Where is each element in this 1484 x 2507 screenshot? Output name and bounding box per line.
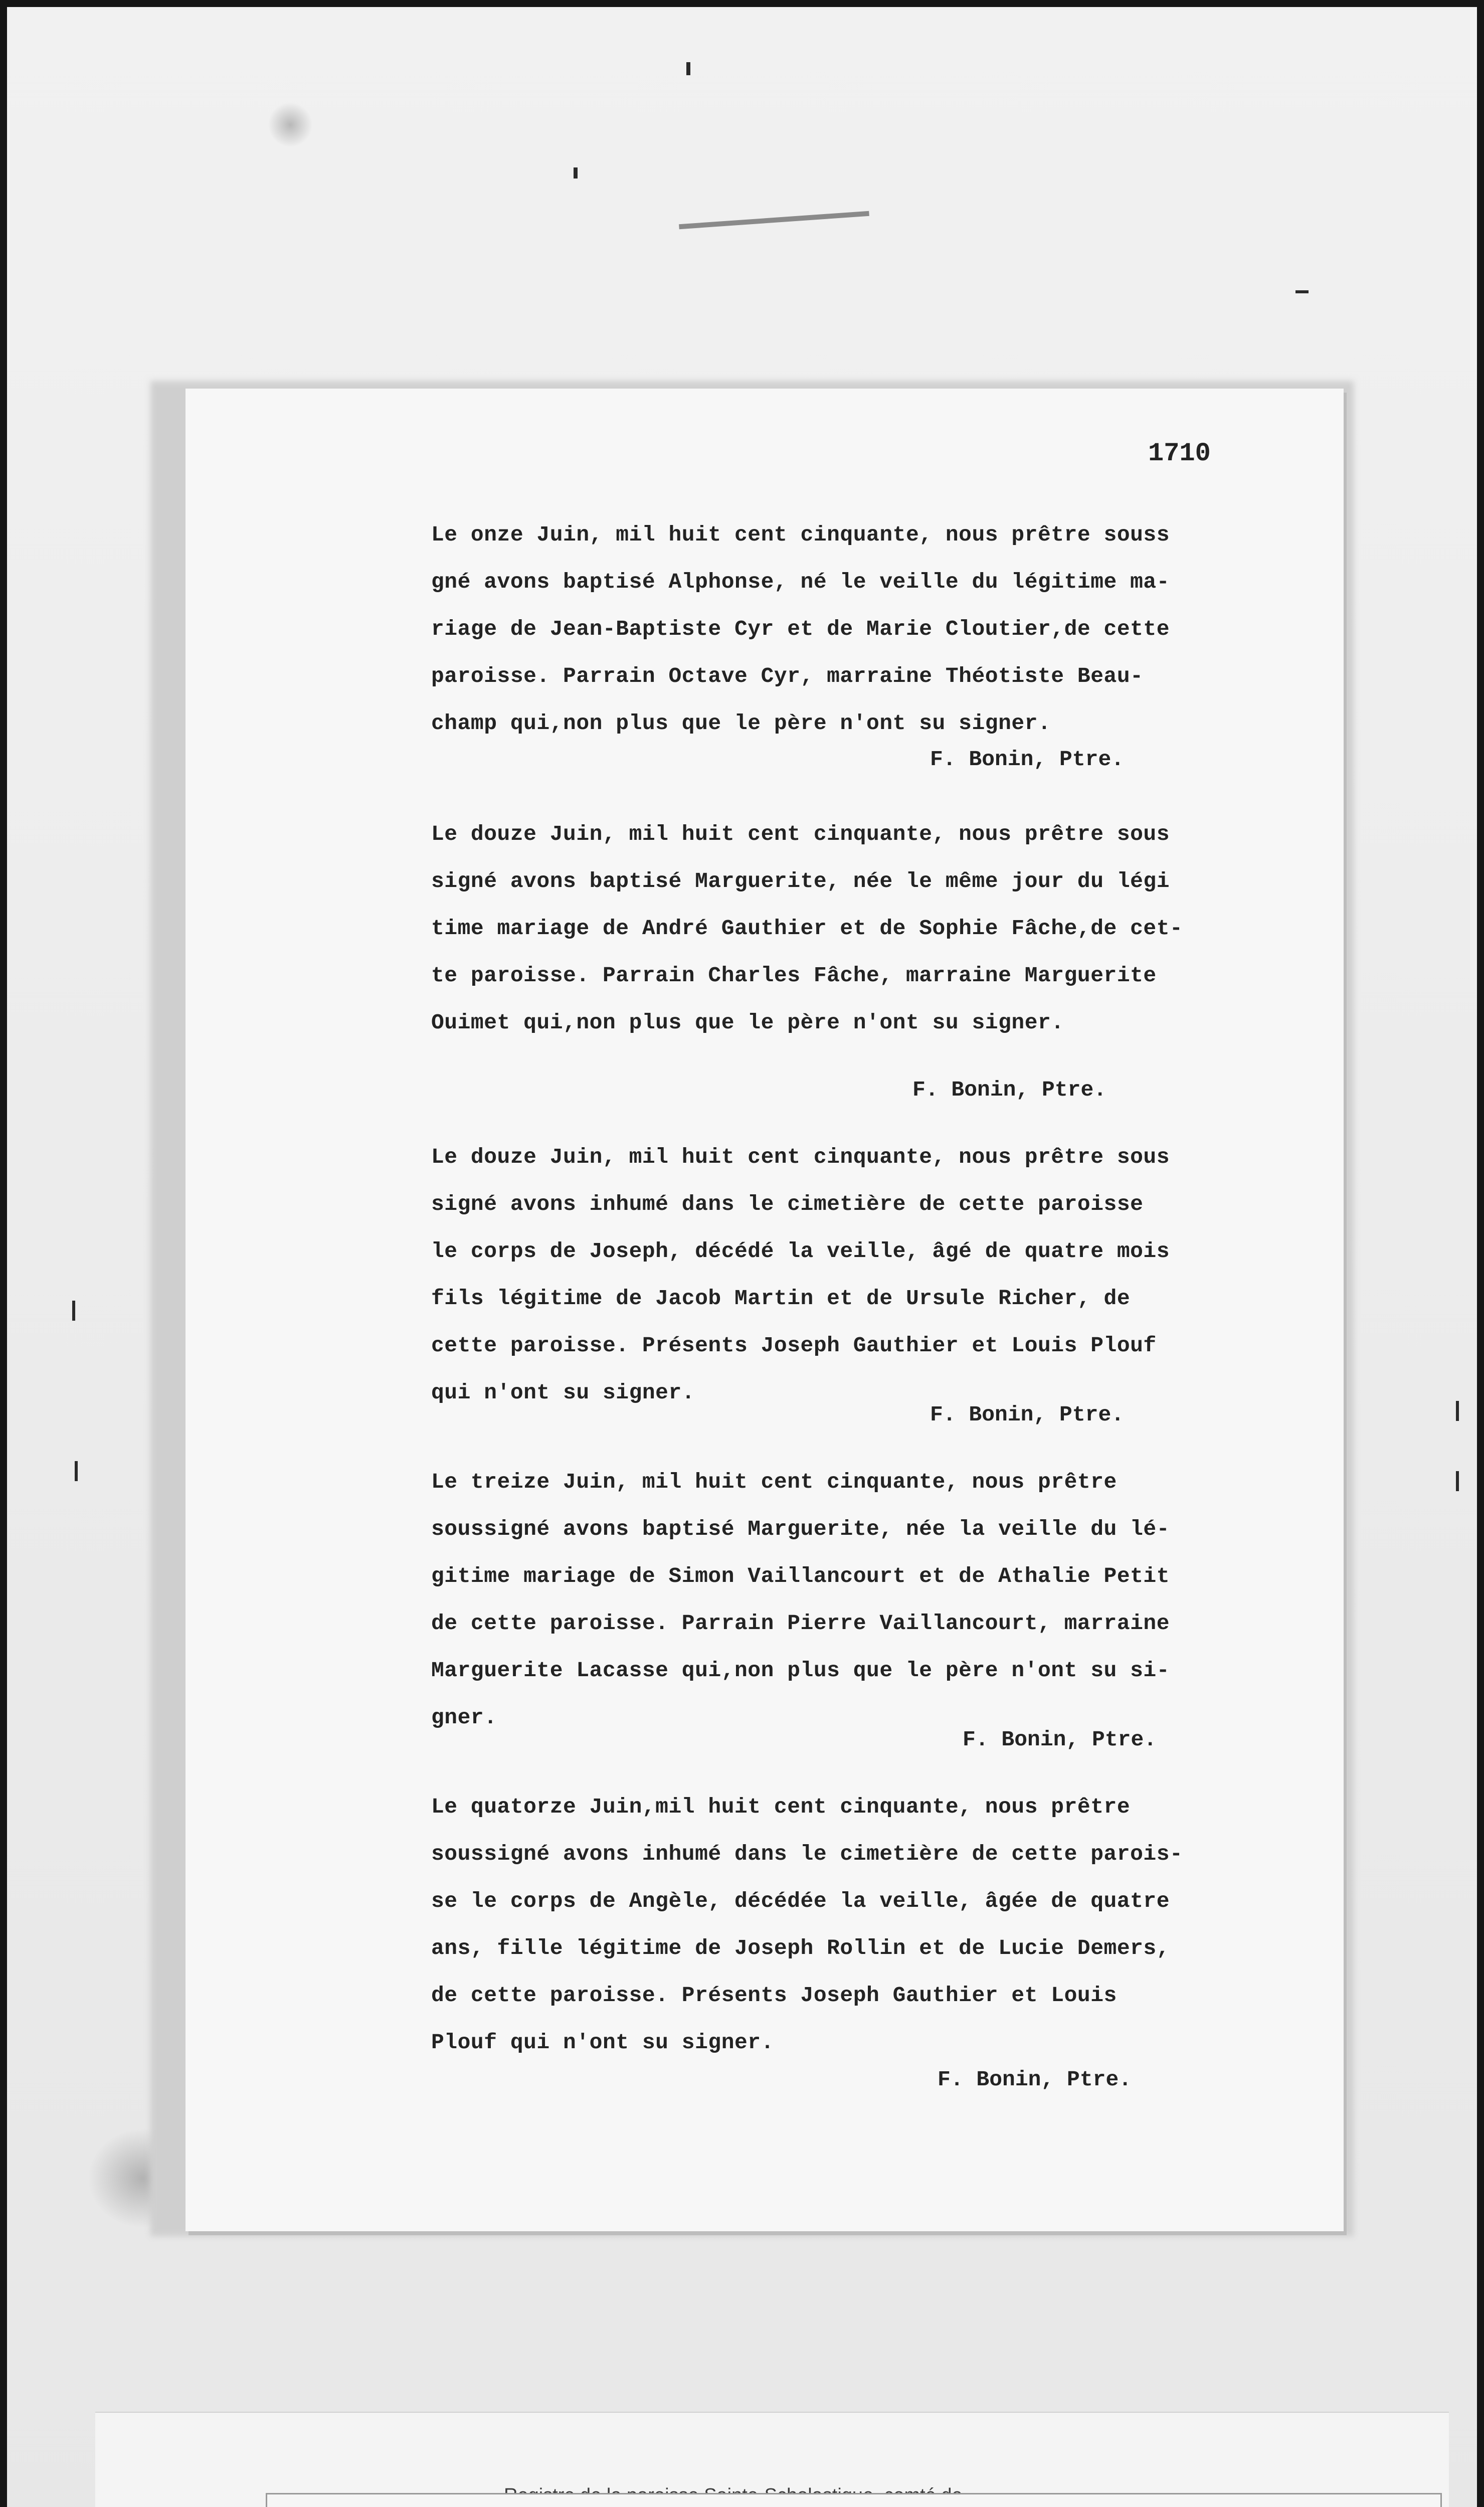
priest-signature: F. Bonin, Ptre. <box>938 2067 1132 2092</box>
priest-signature: F. Bonin, Ptre. <box>930 1402 1125 1427</box>
priest-signature: F. Bonin, Ptre. <box>963 1727 1157 1752</box>
entry-line: de cette paroisse. Présents Joseph Gauthier et Louis <box>431 1983 1117 2008</box>
register-entry <box>431 511 1258 783</box>
film-speck <box>1456 1401 1459 1421</box>
film-speck <box>1456 1471 1459 1491</box>
film-speck <box>686 62 690 75</box>
film-speck <box>574 167 578 178</box>
priest-signature: F. Bonin, Ptre. <box>930 747 1125 772</box>
entry-line: fils légitime de Jacob Martin et de Ursule Richer, de <box>431 1286 1131 1311</box>
film-speck <box>75 1461 78 1481</box>
entry-line: Plouf qui n'ont su signer. <box>431 2030 774 2055</box>
film-speck <box>1295 290 1309 293</box>
entry-line: ans, fille légitime de Joseph Rollin et de Lucie Demers, <box>431 1936 1170 1960</box>
entry-line: gné avons baptisé Alphonse, né le veille du légitime ma- <box>431 570 1170 594</box>
entry-line: Ouimet qui,non plus que le père n'ont su signer. <box>431 1010 1064 1035</box>
entry-line: qui n'ont su signer. <box>431 1380 695 1405</box>
entry-line: Le treize Juin, mil huit cent cinquante, nous prêtre <box>431 1470 1117 1494</box>
entry-line: time mariage de André Gauthier et de Sophie Fâche,de cet- <box>431 916 1183 941</box>
register-entry <box>431 1134 1258 1439</box>
entry-line: signé avons baptisé Marguerite, née le même jour du légi <box>431 869 1170 893</box>
page-number: 1710 <box>1148 439 1211 468</box>
entry-line: soussigné avons inhumé dans le cimetière de cette parois- <box>431 1842 1183 1866</box>
entry-line: Le douze Juin, mil huit cent cinquante, nous prêtre sous <box>431 822 1170 846</box>
priest-signature: F. Bonin, Ptre. <box>912 1078 1107 1102</box>
archive-label <box>0 2412 1484 2507</box>
entry-line: se le corps de Angèle, décédée la veille, âgée de quatre <box>431 1889 1170 1913</box>
entry-line: gner. <box>431 1705 497 1730</box>
entry-line: champ qui,non plus que le père n'ont su signer. <box>431 711 1051 736</box>
entry-line: signé avons inhumé dans le cimetière de cette paroisse <box>431 1192 1144 1216</box>
film-smudge <box>268 102 313 147</box>
entry-line: Le onze Juin, mil huit cent cinquante, nous prêtre souss <box>431 522 1170 547</box>
entry-line: te paroisse. Parrain Charles Fâche, marraine Marguerite <box>431 963 1157 988</box>
film-speck <box>679 211 869 229</box>
entry-line: Le douze Juin, mil huit cent cinquante, nous prêtre sous <box>431 1145 1170 1169</box>
entry-line: de cette paroisse. Parrain Pierre Vaillancourt, marraine <box>431 1611 1170 1636</box>
entry-line: cette paroisse. Présents Joseph Gauthier et Louis Plouf <box>431 1333 1157 1358</box>
entry-line: soussigné avons baptisé Marguerite, née la veille du lé- <box>431 1517 1170 1541</box>
register-entry <box>431 1783 1258 2103</box>
label-panel <box>95 2412 1449 2507</box>
film-speck <box>72 1301 75 1321</box>
register-page <box>186 389 1344 2231</box>
entry-line: riage de Jean-Baptiste Cyr et de Marie Cloutier,de cette <box>431 617 1170 641</box>
entry-line: le corps de Joseph, décédé la veille, âgé de quatre mois <box>431 1239 1170 1264</box>
register-entry <box>431 1459 1258 1763</box>
register-entry <box>431 811 1258 1114</box>
entry-line: gitime mariage de Simon Vaillancourt et de Athalie Petit <box>431 1564 1170 1588</box>
entry-line: paroisse. Parrain Octave Cyr, marraine Théotiste Beau- <box>431 664 1144 688</box>
archives-box <box>266 2493 1442 2507</box>
entry-line: Marguerite Lacasse qui,non plus que le père n'ont su si- <box>431 1658 1170 1683</box>
register-entries <box>431 511 1258 2103</box>
entry-line: Le quatorze Juin,mil huit cent cinquante, nous prêtre <box>431 1795 1131 1819</box>
